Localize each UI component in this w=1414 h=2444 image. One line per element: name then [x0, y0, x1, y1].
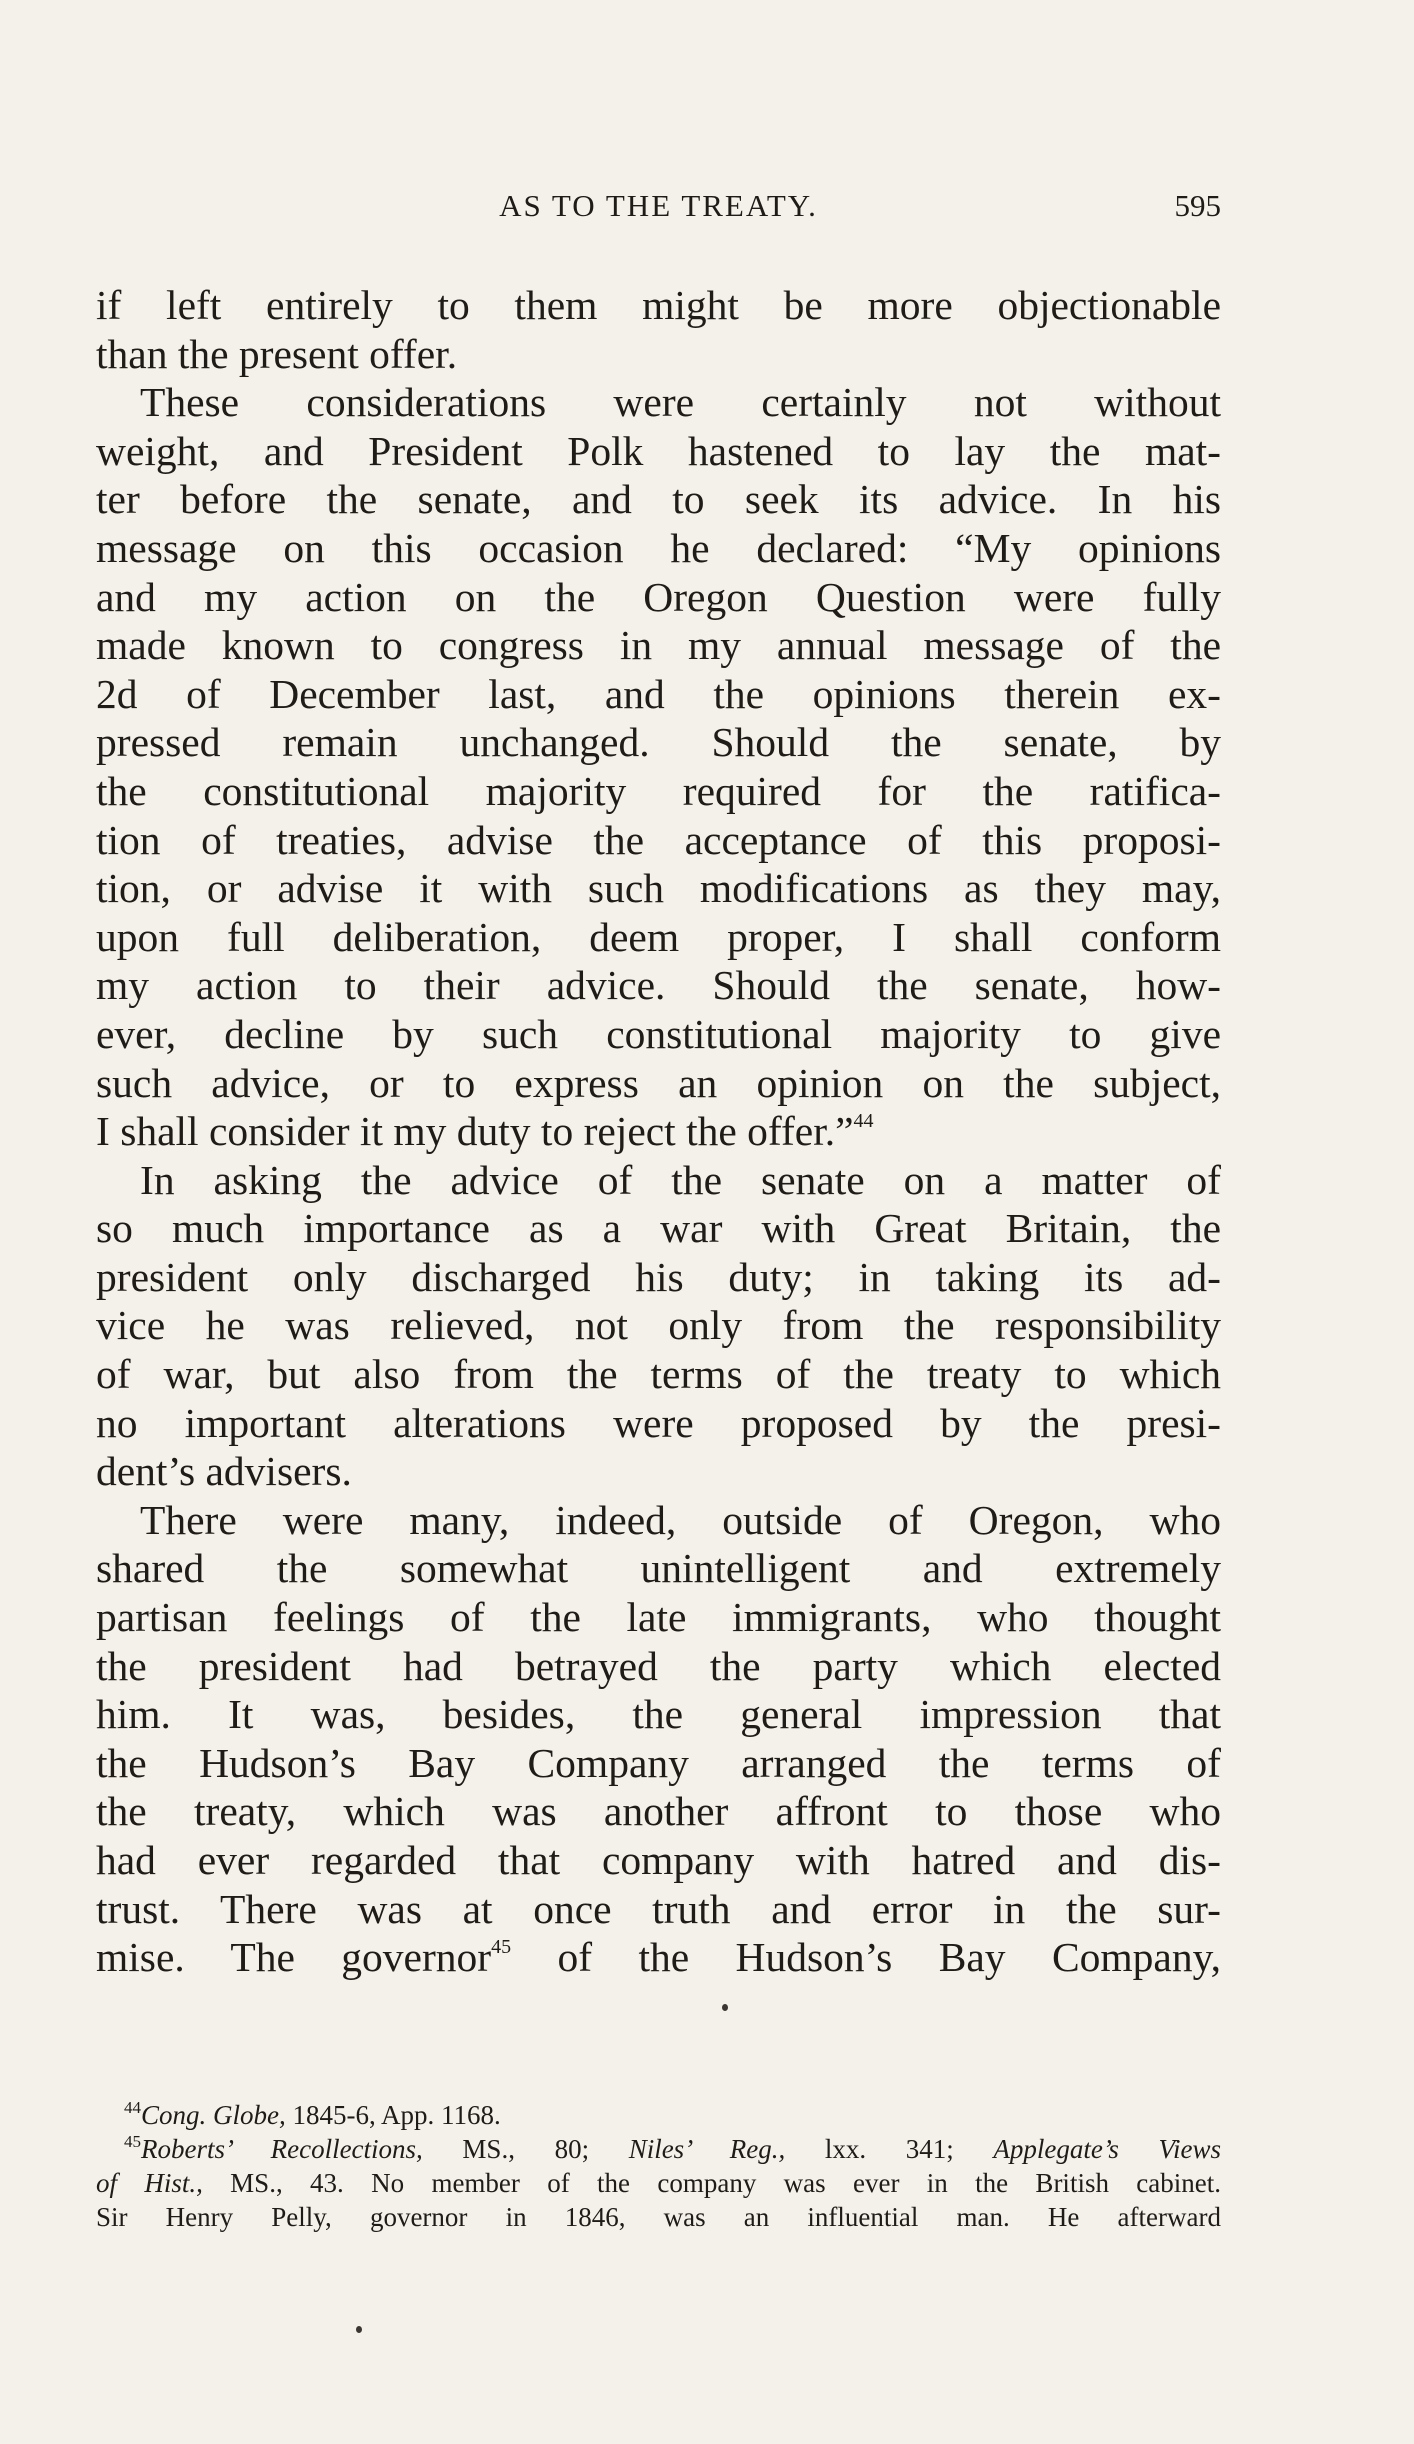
- footnotes: [96, 2098, 1221, 2234]
- footnote-ref-45: 45: [491, 1936, 512, 1959]
- text-line: no important alterations were proposed by the presi-: [96, 1399, 1221, 1446]
- footnote-text: 1845-6, App. 1168.: [285, 2100, 501, 2130]
- footnote-source: Roberts’ Recollections,: [141, 2134, 423, 2164]
- text-line: partisan feelings of the late immigrants, who thought: [96, 1594, 1221, 1641]
- text-line: vice he was relieved, not only from the responsibility: [96, 1302, 1221, 1349]
- ink-speck: [356, 2326, 362, 2333]
- footnote-45-cont: [96, 2166, 1221, 2200]
- footnote-text: MS., 43. No member of the company was ever in the British cabinet.: [202, 2168, 1221, 2198]
- text-line-with-ref: [96, 1107, 1221, 1156]
- text-line: if left entirely to them might be more objectionable: [96, 282, 1221, 328]
- text-line: my action to their advice. Should the senate, how-: [96, 962, 1221, 1009]
- text-line: ter before the senate, and to seek its advice. In his: [96, 476, 1221, 523]
- page-header: [96, 188, 1221, 238]
- text-line: tion of treaties, advise the acceptance of this proposi-: [96, 816, 1221, 863]
- text-line: 2d of December last, and the opinions therein ex-: [96, 670, 1221, 717]
- text-line: weight, and President Polk hastened to lay the mat-: [96, 427, 1221, 474]
- text-line: than the present offer.: [96, 330, 458, 377]
- text-line: ever, decline by such constitutional majority to give: [96, 1010, 1221, 1057]
- running-title: AS TO THE TREATY.: [499, 188, 818, 223]
- footnote-source: Niles’ Reg.,: [628, 2134, 786, 2164]
- text-line: shared the somewhat unintelligent and extremely: [96, 1545, 1221, 1592]
- footnote-source: of Hist.,: [96, 2168, 203, 2198]
- text-line: the president had betrayed the party which elected: [96, 1642, 1221, 1689]
- page-number: 595: [1174, 188, 1221, 223]
- text-line: trust. There was at once truth and error in the sur-: [96, 1885, 1221, 1932]
- text-line: message on this occasion he declared: “My opinions: [96, 524, 1221, 571]
- text-line: pressed remain unchanged. Should the senate, by: [96, 719, 1221, 766]
- text-line: of the Hudson’s Bay Company,: [511, 1934, 1221, 1981]
- footnote-44: [96, 2098, 1221, 2132]
- footnote-45-cont: Sir Henry Pelly, governor in 1846, was an influential man. He afterward: [96, 2202, 1221, 2232]
- text-line: tion, or advise it with such modifications as they may,: [96, 865, 1221, 912]
- text-line: the constitutional majority required for the ratifica-: [96, 767, 1221, 814]
- footnote-mark: 44: [124, 2098, 141, 2117]
- text-line: and my action on the Oregon Question were fully: [96, 573, 1221, 620]
- text-line: had ever regarded that company with hatred and dis-: [96, 1837, 1221, 1883]
- footnote-45: [96, 2132, 1221, 2166]
- text-line: These considerations were certainly not without: [140, 379, 1221, 426]
- ink-speck: [722, 2004, 728, 2011]
- footnote-text: MS., 80;: [422, 2134, 629, 2164]
- text-line-with-ref: [96, 1933, 1221, 1982]
- text-line: president only discharged his duty; in taking its ad-: [96, 1253, 1221, 1300]
- text-line: of war, but also from the terms of the treaty to which: [96, 1351, 1221, 1398]
- text-line: the Hudson’s Bay Company arranged the terms of: [96, 1739, 1221, 1786]
- footnote-mark: 45: [124, 2132, 141, 2151]
- text-line: There were many, indeed, outside of Oregon, who: [140, 1496, 1221, 1543]
- text-line: made known to congress in my annual message of the: [96, 622, 1221, 669]
- text-line: him. It was, besides, the general impression that: [96, 1691, 1221, 1738]
- text-line: so much importance as a war with Great Britain, the: [96, 1205, 1221, 1252]
- text-line: In asking the advice of the senate on a matter of: [140, 1156, 1221, 1203]
- body-text: [96, 281, 1221, 1982]
- text-line: upon full deliberation, deem proper, I shall conform: [96, 913, 1221, 960]
- text-line: dent’s advisers.: [96, 1448, 352, 1495]
- text-line: mise. The governor: [96, 1934, 492, 1981]
- footnote-source: Cong. Globe,: [141, 2100, 286, 2130]
- footnote-ref-44: 44: [853, 1110, 874, 1133]
- footnote-text: lxx. 341;: [785, 2134, 994, 2164]
- text-line: such advice, or to express an opinion on the subject,: [96, 1059, 1221, 1106]
- text-line: the treaty, which was another affront to those who: [96, 1788, 1221, 1835]
- footnote-source: Applegate’s Views: [993, 2134, 1221, 2164]
- text-line: I shall consider it my duty to reject the offer.”: [96, 1108, 854, 1155]
